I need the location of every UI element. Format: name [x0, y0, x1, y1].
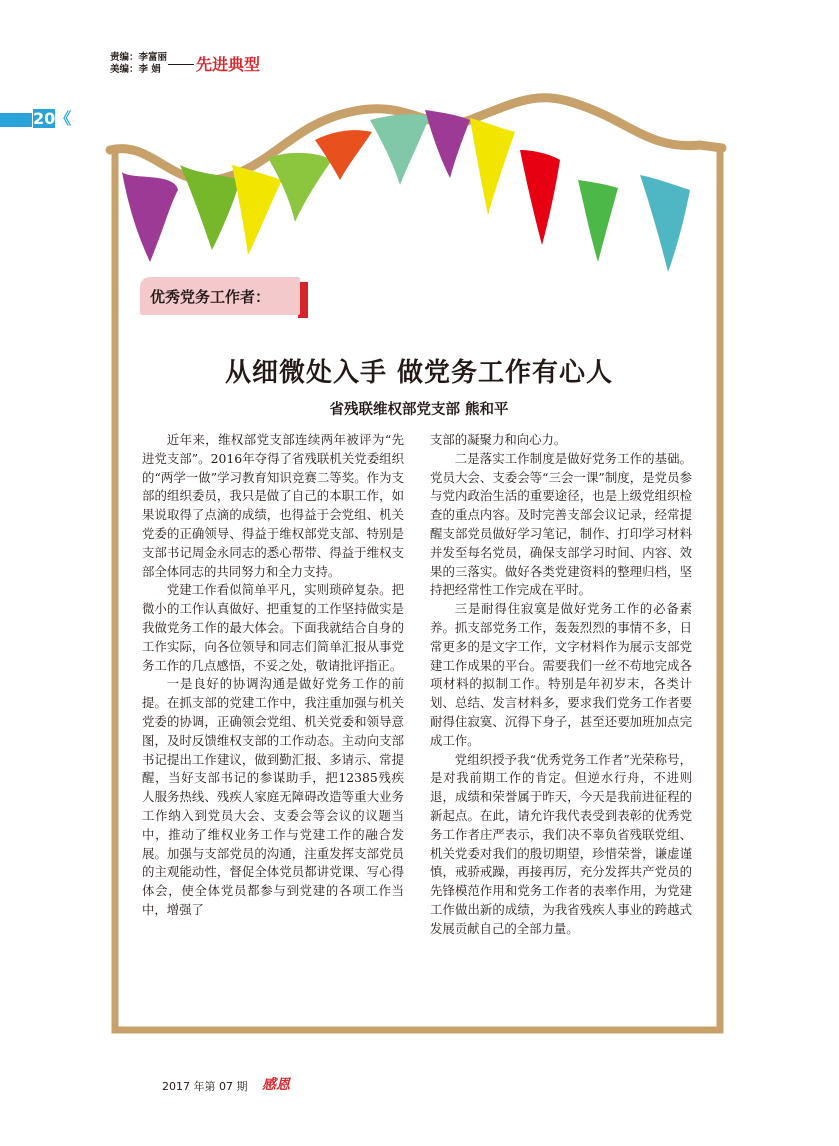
flag-green: [180, 165, 240, 250]
badge-label: 优秀党务工作者：: [150, 288, 271, 306]
honor-badge: [140, 277, 304, 317]
article-column-right: [430, 431, 692, 939]
paragraph: 近年来，维权部党支部连续两年被评为“先进党支部”。2016年夺得了省残联机关党委组织的“两学一做”学习教育知识竞赛二等奖。作为支部的组织委员，我只是做了自己的本职工作，如果说取得了点滴的成绩，也得益于会党组、机关党委的正确领导、得益于维权部党支部、特别是支部书记周金永同志的悉心帮带、得益于维权支部全体同志的共同努力和全力支持。: [142, 432, 404, 579]
flag-yellow-2: [470, 118, 515, 215]
flag-red: [520, 150, 560, 245]
page-number-value: 20: [33, 109, 56, 128]
flag-purple: [122, 172, 178, 262]
paragraph-continued: 支部的凝聚力和向心力。: [430, 432, 567, 447]
paragraph: 党建工作看似简单平凡，实则琐碎复杂。把微小的工作认真做好、把重复的工作坚持做实是我做党务工作的最大体会。下面我就结合自身的工作实际，向各位领导和同志们简单汇报从事党务工作的几点感悟，不妥之处，敬请批评指正。: [142, 582, 404, 673]
article-title: 从细微处入手 做党务工作有心人: [224, 358, 614, 388]
flag-purple-2: [425, 110, 470, 178]
page-marker: 《: [55, 109, 72, 128]
flag-orange: [315, 130, 372, 180]
flag-green-3: [578, 180, 618, 262]
flag-yellow: [232, 165, 282, 255]
section-title: 先进典型: [196, 55, 261, 74]
paragraph: 二是落实工作制度是做好党务工作的基础。党员大会、支委会等“三会一课”制度，是党员参与党内政治生活的重要途径，也是上级党组织检查的重点内容。及时完善支部会议记录，经常提醒支部党员做好学习笔记，制作、打印学习材料并发至每名党员，确保支部学习时间、内容、效果的三落实。做好各类党建资料的整理归档，坚持把经常性工作完成在平时。: [430, 450, 692, 598]
flag-teal: [370, 114, 430, 185]
article-author: 省残联维权部党支部 熊和平: [329, 402, 509, 418]
editor-line: 责编：李富丽: [110, 52, 168, 63]
paragraph: 三是耐得住寂寞是做好党务工作的必备素养。抓支部党务工作，轰轰烈烈的事情不多，日常更多的是文字工作，文字材料作为展示支部党建工作成果的平台。需要我们一丝不苟地完成各项材料的拟制工作。特别是年初岁末，各类计划、总结、发言材料多，要求我们党务工作者要耐得住寂寞、沉得下身子，甚至还要加班加点完成工作。: [430, 601, 692, 748]
issue-label: 2017 年第 07 期: [162, 1080, 248, 1093]
magazine-logo: 感恩: [262, 1077, 290, 1093]
designer-line: 美编：李 娟: [110, 64, 161, 75]
paragraph: 一是良好的协调沟通是做好党务工作的前提。在抓支部的党建工作中，我注重加强与机关党委的协调，正确领会党组、机关党委和领导意图，及时反馈维权支部的工作动态。主动向支部书记提出工作建议，做到勤汇报、多请示、常提醒，当好支部书记的参谋助手，把12385残疾人服务热线、残疾人家庭无障碍改造等重大业务工作纳入到党员大会、支委会等会议的议题当中，推动了维权业务工作与党建工作的融合发展。加强与支部党员的沟通，注重发挥支部党员的主观能动性，督促全体党员都讲党课、写心得体会，使全体党员都参与到党建的各项工作当中，增强了: [142, 676, 404, 917]
flag-teal-2: [640, 175, 690, 272]
paragraph: 党组织授予我“优秀党务工作者”光荣称号，是对我前期工作的肯定。但逆水行舟，不进则退，成绩和荣誉属于昨天，今天是我前进征程的新起点。在此，请允许我代表受到表彰的优秀党务工作者庄严表示，我们决不辜负省残联党组、机关党委对我们的殷切期望，珍惜荣誉，谦虚谨慎，戒骄戒躁，再接再厉，充分发挥共产党员的先锋模范作用和党务工作者的表率作用，为党建工作做出新的成绩，为我省残疾人事业的跨越式发展贡献自己的全部力量。: [430, 751, 692, 936]
article-column-left: [142, 431, 404, 920]
